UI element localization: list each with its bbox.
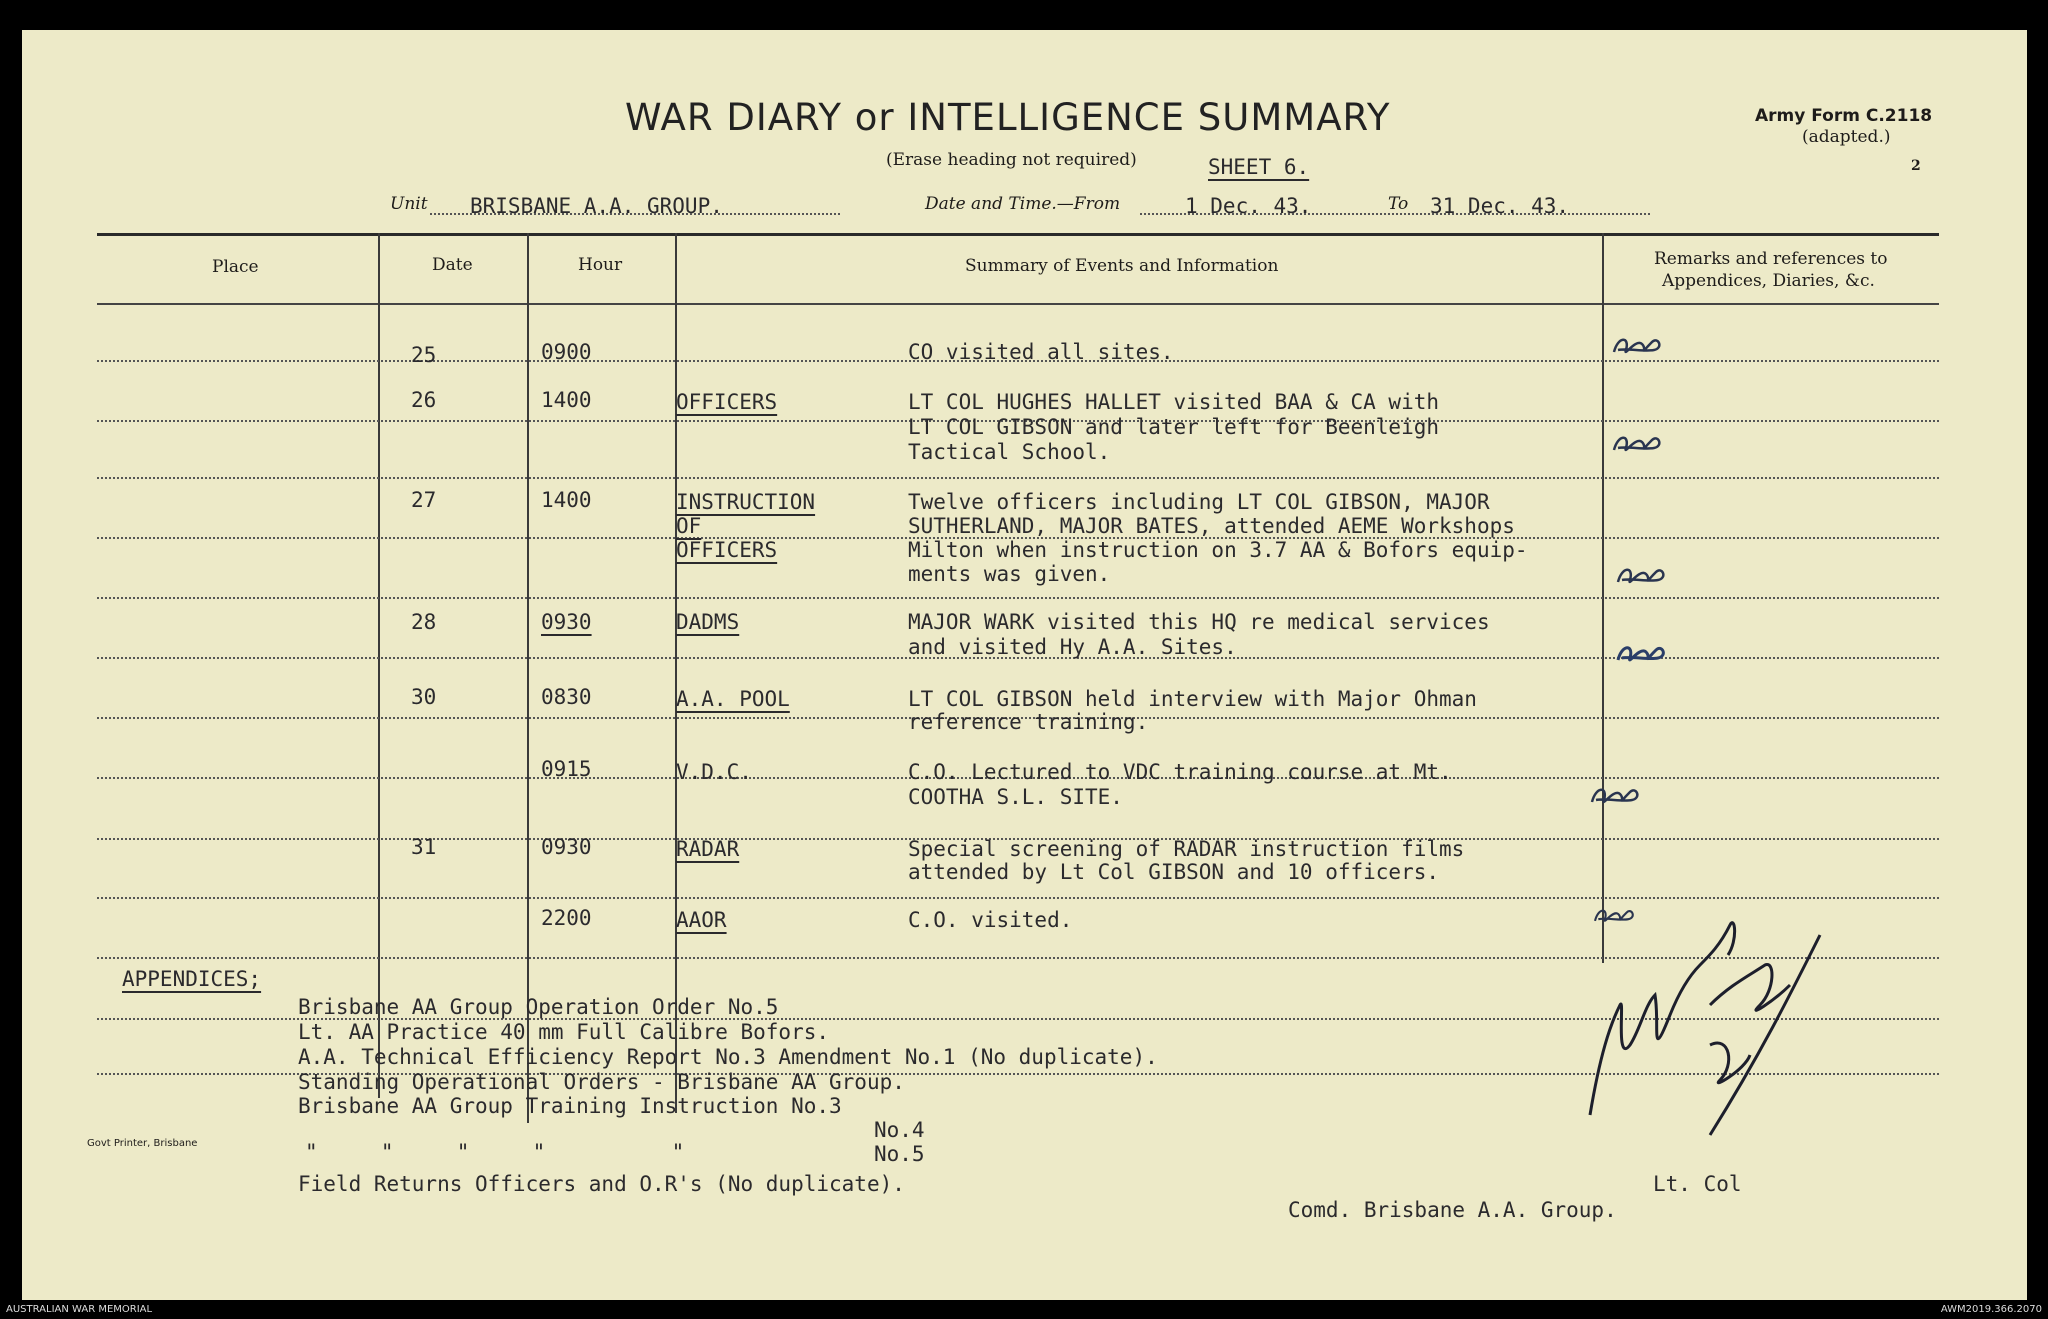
table-header-rule [97,303,1939,305]
row-rule [97,477,1939,479]
appendix-item: Brisbane AA Group Operation Order No.5 [298,995,779,1019]
appendix-no4: No.4 [874,1118,925,1142]
row-rule [97,597,1939,599]
entry-hour: 1400 [541,488,592,512]
entry-summary: COOTHA S.L. SITE. [908,785,1123,809]
corner-mark: 2 [1911,158,1921,174]
initials-mark [1586,780,1646,810]
entry-hour: 0900 [541,340,592,364]
entry-hour: 1400 [541,388,592,412]
initials-mark [1612,560,1672,590]
entry-summary: attended by Lt Col GIBSON and 10 officers. [908,860,1440,884]
entry-hour: 0915 [541,757,592,781]
col-divider-place [378,233,380,1098]
entry-date: 28 [411,610,437,634]
appendix-item: A.A. Technical Efficiency Report No.3 Amendment No.1 (No duplicate). [298,1045,1158,1069]
col-divider-hour [675,233,677,1113]
entry-date: 30 [411,685,437,709]
col-header-place: Place [212,257,259,277]
col-divider-date [527,233,529,1123]
entry-hour: 0930 [541,835,592,859]
entry-summary: C.O. Lectured to VDC training course at Mt. [908,760,1452,784]
date-underline [1140,213,1650,215]
initials-mark [1608,330,1668,360]
entry-summary: LT COL GIBSON and later left for Beenleigh [908,415,1440,439]
appendix-item: Standing Operational Orders - Brisbane AA Group. [298,1070,905,1094]
archive-footer [0,1300,2048,1319]
footer-right: AWM2019.366.2070 [1940,1304,2042,1315]
entry-subject: A.A. POOL [676,687,790,711]
col-header-remarks: Remarks and references to [1654,249,1888,269]
entry-date: 31 [411,835,437,859]
col-header-hour: Hour [578,255,623,275]
unit-underline [430,213,840,215]
entry-summary: LT COL GIBSON held interview with Major Ohman [908,687,1477,711]
date-from: 1 Dec. 43. [1185,194,1312,218]
entry-subject: RADAR [676,837,740,861]
sheet-number: SHEET 6. [1208,155,1310,179]
signatory-title: Comd. Brisbane A.A. Group. [1288,1198,1617,1222]
entry-summary: C.O. visited. [908,908,1073,932]
unit-value: BRISBANE A.A. GROUP. [470,194,723,218]
date-to: 31 Dec. 43. [1430,194,1570,218]
entry-summary: CO visited all sites. [908,340,1174,364]
table-top-rule [97,233,1939,236]
appendix-item: Brisbane AA Group Training Instruction No.3 [298,1094,842,1118]
entry-date: 27 [411,488,437,512]
entry-summary: MAJOR WARK visited this HQ re medical services [908,610,1490,634]
entry-subject: OFFICERS [676,538,778,562]
entry-hour: 0930 [541,610,592,634]
entry-summary: reference training. [908,710,1149,734]
entry-subject: OF [676,514,702,538]
entry-subject: INSTRUCTION [676,490,816,514]
entry-summary: Special screening of RADAR instruction films [908,837,1465,861]
printer-imprint: Govt Printer, Brisbane [87,1138,198,1149]
entry-subject: OFFICERS [676,390,778,414]
to-label: To [1388,194,1409,214]
initials-mark [1608,428,1668,458]
entry-summary: SUTHERLAND, MAJOR BATES, attended AEME Workshops [908,514,1515,538]
col-header-summary: Summary of Events and Information [965,256,1279,276]
appendix-no5: No.5 [874,1142,925,1166]
appendix-item: Lt. AA Practice 40 mm Full Calibre Bofors. [298,1020,830,1044]
appendices-heading: APPENDICES; [122,967,262,991]
ditto-marks: " " " " " [305,1140,685,1164]
entry-summary: Milton when instruction on 3.7 AA & Bofors equip- [908,538,1528,562]
entry-summary: ments was given. [908,562,1111,586]
entry-summary: Tactical School. [908,440,1111,464]
page-title: WAR DIARY or INTELLIGENCE SUMMARY [625,96,1391,139]
field-returns: Field Returns Officers and O.R's (No duplicate). [298,1172,905,1196]
entry-date: 25 [411,343,437,367]
entry-summary: and visited Hy A.A. Sites. [908,635,1237,659]
entry-hour: 0830 [541,685,592,709]
entry-subject: AAOR [676,908,727,932]
entry-summary: LT COL HUGHES HALLET visited BAA & CA with [908,390,1440,414]
entry-subject: V.D.C. [676,760,752,784]
date-label: Date and Time.—From [925,194,1121,214]
entry-date: 26 [411,388,437,412]
army-form-label: Army Form C.2118 [1755,106,1933,126]
signatory-rank: Lt. Col [1653,1172,1742,1196]
footer-left: AUSTRALIAN WAR MEMORIAL [6,1304,153,1315]
erase-note: (Erase heading not required) [886,150,1137,170]
unit-label: Unit [390,194,428,214]
initials-mark [1612,638,1672,668]
entry-subject: DADMS [676,610,740,634]
col-header-date: Date [432,255,473,275]
entry-summary: Twelve officers including LT COL GIBSON, MAJOR [908,490,1490,514]
entry-hour: 2200 [541,906,592,930]
adapted-label: (adapted.) [1802,127,1891,147]
col-header-remarks: Appendices, Diaries, &c. [1662,271,1875,291]
handwritten-signature [1560,895,1830,1145]
